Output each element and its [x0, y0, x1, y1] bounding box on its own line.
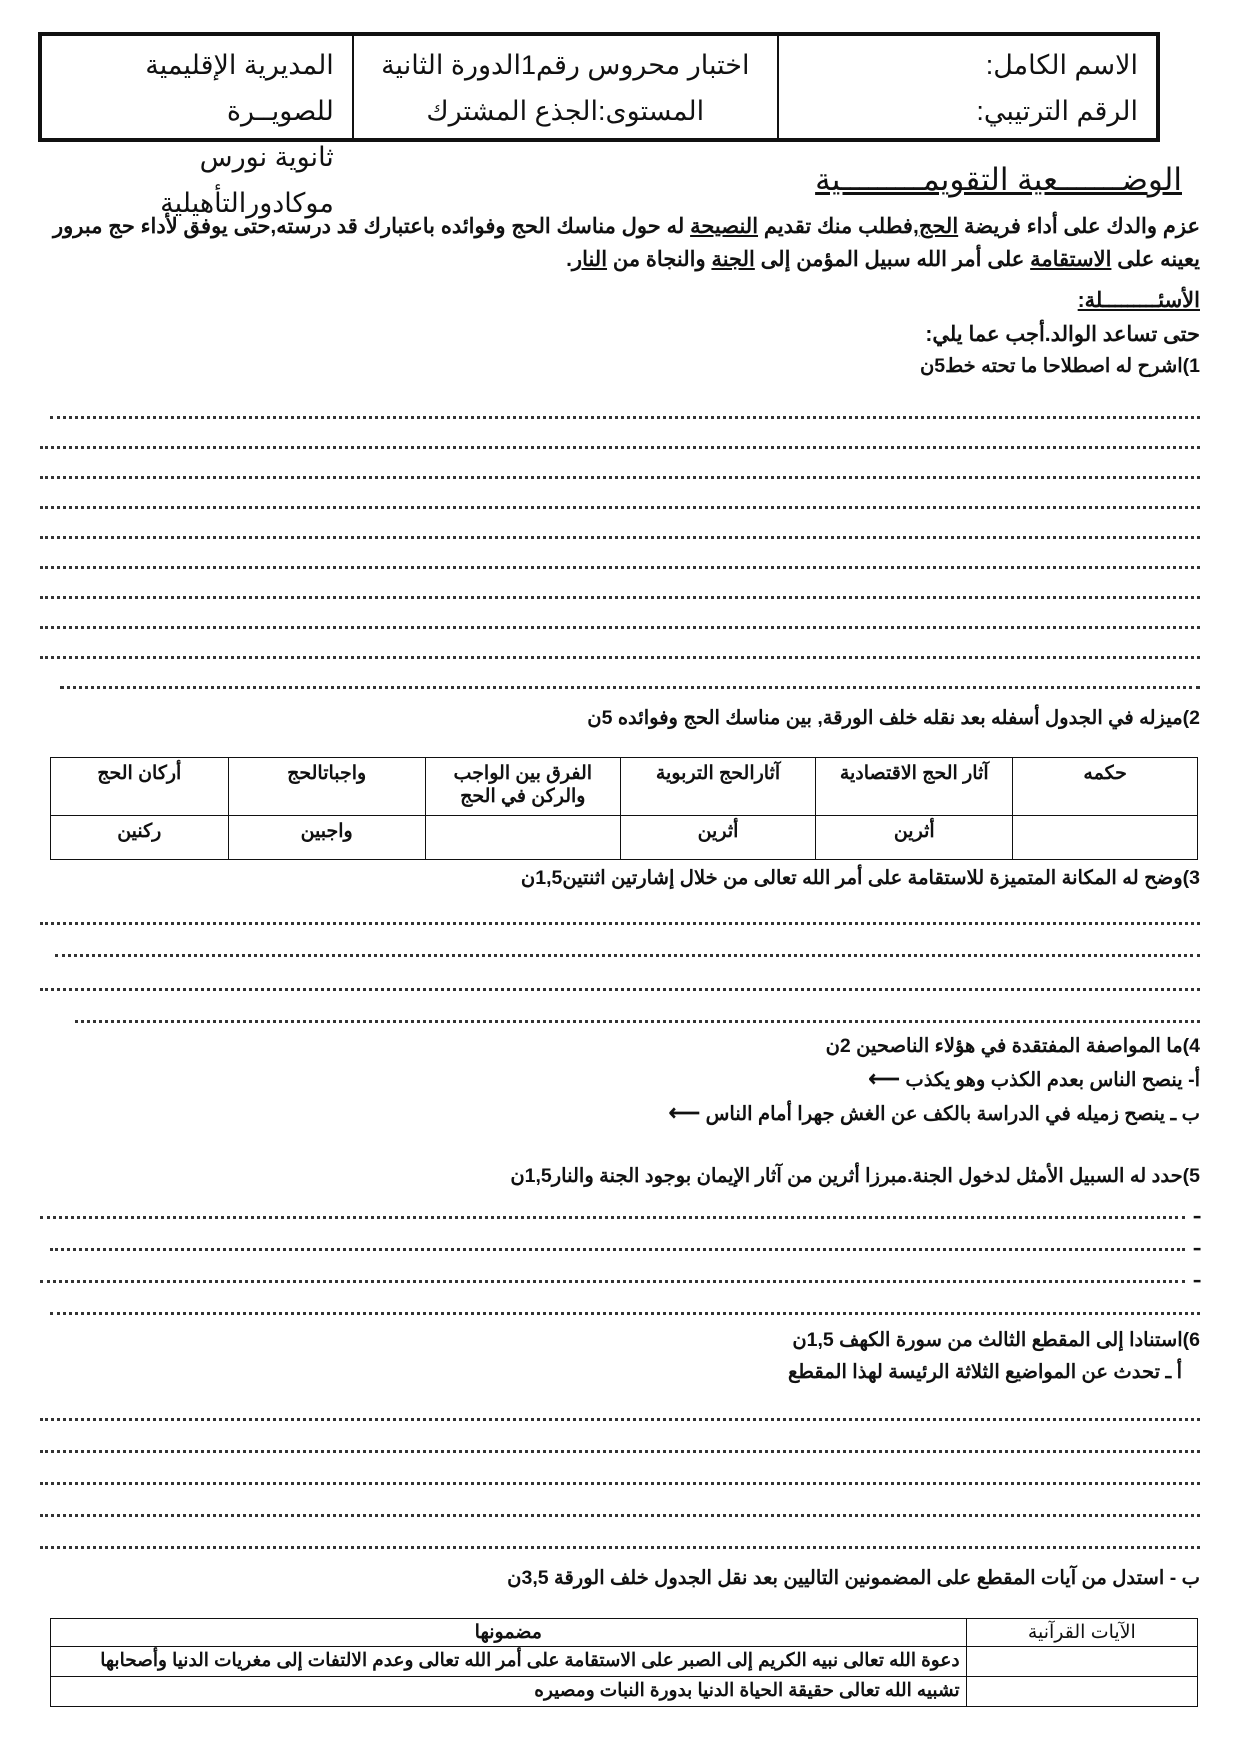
- answer-line[interactable]: [75, 1016, 1200, 1023]
- underlined-advice: النصيحة: [690, 215, 759, 238]
- answer-line[interactable]: [40, 1542, 1200, 1549]
- table-cell[interactable]: [425, 816, 620, 860]
- dash-marker: ـ: [1194, 1233, 1200, 1255]
- question-1: 1)اشرح له اصطلاحا ما تحته خط5ن: [919, 355, 1200, 377]
- table-header: مضمونها: [51, 1619, 967, 1647]
- question-6: 6)استنادا إلى المقطع الثالث من سورة الكهف 1,5ن: [792, 1329, 1200, 1351]
- situation-text-5: والنجاة من: [607, 248, 712, 271]
- answer-line[interactable]: [40, 1276, 1185, 1283]
- arrow-icon: ⟵: [668, 1100, 701, 1125]
- question-4-a-text: أ- ينصح الناس بعدم الكذب وهو يكذب: [905, 1069, 1200, 1091]
- exam-title: اختبار محروس رقم1الدورة الثانية: [381, 50, 750, 80]
- table-cell[interactable]: أثرين: [620, 816, 815, 860]
- question-4-b-text: ب ـ ينصح زميله في الدراسة بالكف عن الغش جهرا أمام الناس: [705, 1103, 1200, 1125]
- underlined-hajj: الحج: [918, 215, 959, 238]
- table-header: آثار الحج الاقتصادية: [816, 758, 1013, 816]
- answer-line[interactable]: [40, 1212, 1185, 1219]
- table-cell[interactable]: [966, 1677, 1197, 1707]
- answer-line[interactable]: [40, 1510, 1200, 1517]
- directorate-name: المديرية الإقليمية للصويــرة: [145, 50, 334, 126]
- answer-line[interactable]: [50, 1244, 1185, 1251]
- table-header: واجباتالحج: [228, 758, 425, 816]
- answer-line[interactable]: [40, 502, 1200, 509]
- answer-line[interactable]: [40, 652, 1200, 659]
- answer-line[interactable]: [40, 1414, 1200, 1421]
- table-cell[interactable]: واجبين: [228, 816, 425, 860]
- underlined-paradise: الجنة: [711, 248, 755, 271]
- table-header: أركان الحج: [51, 758, 229, 816]
- exam-info-cell: [352, 36, 779, 138]
- situation-title: الوضـــــــعية التقويمـــــــــية: [815, 162, 1182, 197]
- hajj-table: [50, 757, 1198, 860]
- student-info-cell: [779, 36, 1156, 138]
- school-name: ثانوية نورس موكادورالتأهيلية: [160, 142, 334, 218]
- answer-line[interactable]: [40, 918, 1200, 925]
- table-header: حكمه: [1013, 758, 1198, 816]
- answer-line[interactable]: [40, 984, 1200, 991]
- table-header: الفرق بين الواجب والركن في الحج: [425, 758, 620, 816]
- situation-text-3: له حول مناسك الحج وفوائده باعتبارك قد درسته,حتى يوفق لأداء حج مبرور يعينه على: [53, 215, 1200, 271]
- situation-text-6: .: [566, 248, 572, 271]
- question-6-a: أ ـ تحدث عن المواضيع الثلاثة الرئيسة لهذا المقطع: [788, 1361, 1182, 1383]
- situation-paragraph: [40, 210, 1200, 276]
- arrow-icon: ⟵: [868, 1066, 900, 1091]
- answer-line[interactable]: [55, 950, 1200, 957]
- answer-line[interactable]: [40, 472, 1200, 479]
- answer-line[interactable]: [40, 1446, 1200, 1453]
- question-2: 2)ميزله في الجدول أسفله بعد نقله خلف الورقة, بين مناسك الحج وفوائده 5ن: [587, 707, 1200, 729]
- answer-line[interactable]: [40, 562, 1200, 569]
- question-6-b: ب - استدل من آيات المقطع على المضمونين التاليين بعد نقل الجدول خلف الورقة 3,5ن: [507, 1567, 1200, 1589]
- table-cell[interactable]: [966, 1647, 1197, 1677]
- table-cell: تشبيه الله تعالى حقيقة الحياة الدنيا بدورة النبات ومصيره: [51, 1677, 967, 1707]
- situation-text-1: عزم والدك على أداء فريضة: [958, 215, 1200, 238]
- dash-marker: ـ: [1194, 1201, 1200, 1223]
- institution-cell: [42, 36, 352, 218]
- answer-line[interactable]: [50, 1308, 1200, 1315]
- answer-line[interactable]: [40, 1478, 1200, 1485]
- answer-line[interactable]: [60, 682, 1200, 689]
- situation-text-2: ,فطلب منك تقديم: [758, 215, 919, 238]
- answer-line[interactable]: [40, 532, 1200, 539]
- table-header: آثارالحج التربوية: [620, 758, 815, 816]
- table-header: الآيات القرآنية: [966, 1619, 1197, 1647]
- answer-line[interactable]: [40, 592, 1200, 599]
- table-cell[interactable]: [1013, 816, 1198, 860]
- full-name-label: الاسم الكامل:: [985, 50, 1138, 80]
- table-cell[interactable]: أثرين: [816, 816, 1013, 860]
- exam-level: المستوى:الجذع المشترك: [426, 96, 705, 126]
- underlined-fire: النار: [571, 248, 608, 271]
- table-cell[interactable]: ركنين: [51, 816, 229, 860]
- answer-line[interactable]: [40, 622, 1200, 629]
- dash-marker: ـ: [1194, 1265, 1200, 1287]
- question-5: 5)حدد له السبيل الأمثل لدخول الجنة.مبرزا أثرين من آثار الإيمان بوجود الجنة والنار1,5ن: [510, 1165, 1200, 1187]
- situation-text-4: على أمر الله سبيل المؤمن إلى: [754, 248, 1031, 271]
- questions-intro: حتى تساعد الوالد.أجب عما يلي:: [925, 323, 1200, 346]
- table-cell: دعوة الله تعالى نبيه الكريم إلى الصبر على الاستقامة على أمر الله تعالى وعدم الالتفات إلى مغريات الدنيا وأصحابها: [51, 1647, 967, 1677]
- questions-heading: الأسئـــــــــلة:: [1077, 289, 1200, 312]
- answer-line[interactable]: [40, 442, 1200, 449]
- rank-label: الرقم الترتيبي:: [976, 96, 1138, 126]
- question-3: 3)وضح له المكانة المتميزة للاستقامة على أمر الله تعالى من خلال إشارتين اثنتين1,5ن: [520, 867, 1200, 889]
- verses-table: [50, 1618, 1198, 1707]
- question-4-a: [868, 1066, 1200, 1092]
- underlined-istiqama: الاستقامة: [1030, 248, 1112, 271]
- answer-line[interactable]: [50, 412, 1200, 419]
- question-4-b: [669, 1100, 1200, 1126]
- question-4: 4)ما المواصفة المفتقدة في هؤلاء الناصحين 2ن: [825, 1035, 1200, 1057]
